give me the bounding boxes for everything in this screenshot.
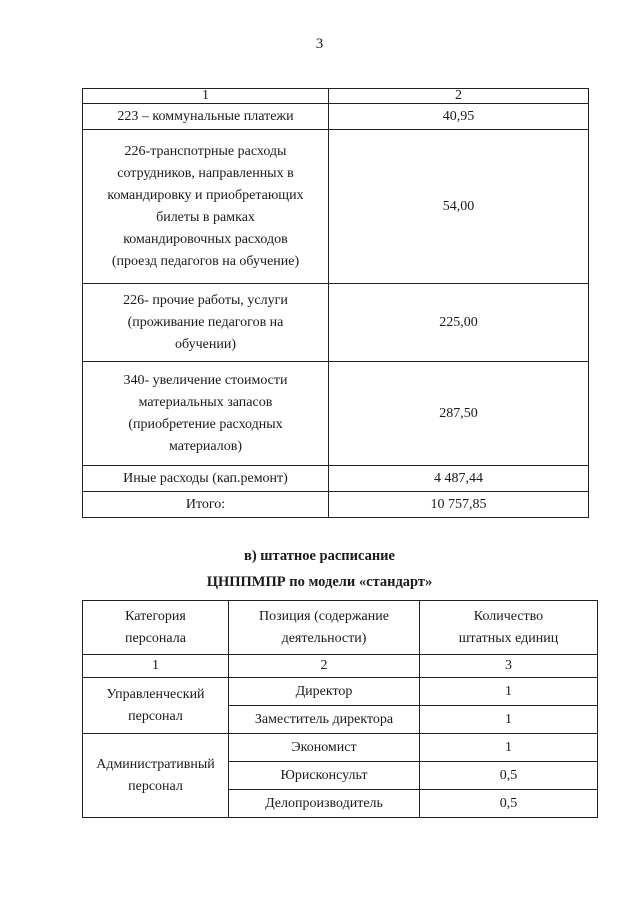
staff-position: Юрисконсульт — [229, 762, 420, 790]
section-subheading: ЦНППМПР по модели «стандарт» — [206, 574, 433, 590]
table-row — [83, 678, 598, 706]
budget-table — [82, 88, 589, 518]
header-count — [420, 601, 598, 655]
table-header-row — [83, 601, 598, 655]
total-row — [83, 492, 589, 518]
item-line: материалов) — [168, 438, 243, 454]
staff-table — [82, 600, 598, 818]
staff-count: 0,5 — [420, 790, 598, 818]
header-line: Количество — [473, 608, 544, 624]
table-header-row — [83, 89, 589, 104]
item-line: сотрудников, направленных в — [117, 165, 294, 181]
staff-category — [83, 734, 229, 818]
table-row — [83, 284, 589, 362]
expense-item: Иные расходы (кап.ремонт) — [83, 466, 329, 492]
staff-count: 1 — [420, 734, 598, 762]
expense-item — [83, 130, 329, 284]
staff-position: Заместитель директора — [229, 706, 420, 734]
item-line: материальных запасов — [138, 394, 273, 410]
column-number-1: 1 — [83, 89, 329, 104]
expense-amount: 287,50 — [329, 362, 589, 466]
staff-position: Экономист — [229, 734, 420, 762]
expense-amount: 4 487,44 — [329, 466, 589, 492]
item-line: 226- прочие работы, услуги — [123, 292, 288, 308]
staff-count: 1 — [420, 706, 598, 734]
item-line: 340- увеличение стоимости — [123, 372, 288, 388]
item-line: (приобретение расходных — [128, 416, 283, 432]
column-number-2: 2 — [329, 89, 589, 104]
total-amount: 10 757,85 — [329, 492, 589, 518]
column-number-row — [83, 655, 598, 678]
column-number-3: 3 — [420, 655, 598, 678]
page-number: 3 — [315, 36, 324, 52]
item-line: (проезд педагогов на обучение) — [111, 253, 300, 269]
expense-item: 223 – коммунальные платежи — [83, 104, 329, 130]
table-row — [83, 362, 589, 466]
item-line: командировочных расходов — [123, 231, 288, 247]
item-line: командировку и приобретающих — [107, 187, 304, 203]
item-line: 226-транспотрные расходы — [124, 143, 287, 159]
header-line: Категория — [125, 608, 186, 624]
item-line: обучении) — [175, 336, 236, 352]
expense-item — [83, 284, 329, 362]
column-number-1: 1 — [83, 655, 229, 678]
item-line: билеты в рамках — [156, 209, 255, 225]
header-line: персонала — [125, 630, 186, 646]
header-line: деятельности) — [281, 630, 367, 646]
item-line: (проживание педагогов на — [127, 314, 284, 330]
staff-count: 0,5 — [420, 762, 598, 790]
section-heading: в) штатное расписание — [244, 548, 395, 564]
category-line: Административный — [96, 756, 215, 772]
expense-amount: 225,00 — [329, 284, 589, 362]
total-label: Итого: — [83, 492, 329, 518]
expense-amount: 40,95 — [329, 104, 589, 130]
expense-item — [83, 362, 329, 466]
category-line: Управленческий — [106, 686, 205, 702]
staff-count: 1 — [420, 678, 598, 706]
staff-category — [83, 678, 229, 734]
table-row — [83, 130, 589, 284]
category-line: персонал — [128, 778, 183, 794]
staff-position: Делопроизводитель — [229, 790, 420, 818]
expense-amount: 54,00 — [329, 130, 589, 284]
header-category — [83, 601, 229, 655]
header-position — [229, 601, 420, 655]
table-row — [83, 734, 598, 762]
staff-position: Директор — [229, 678, 420, 706]
header-line: Позиция (содержание — [259, 608, 389, 624]
table-row — [83, 104, 589, 130]
column-number-2: 2 — [229, 655, 420, 678]
table-row — [83, 466, 589, 492]
category-line: персонал — [128, 708, 183, 724]
header-line: штатных единиц — [458, 630, 559, 646]
